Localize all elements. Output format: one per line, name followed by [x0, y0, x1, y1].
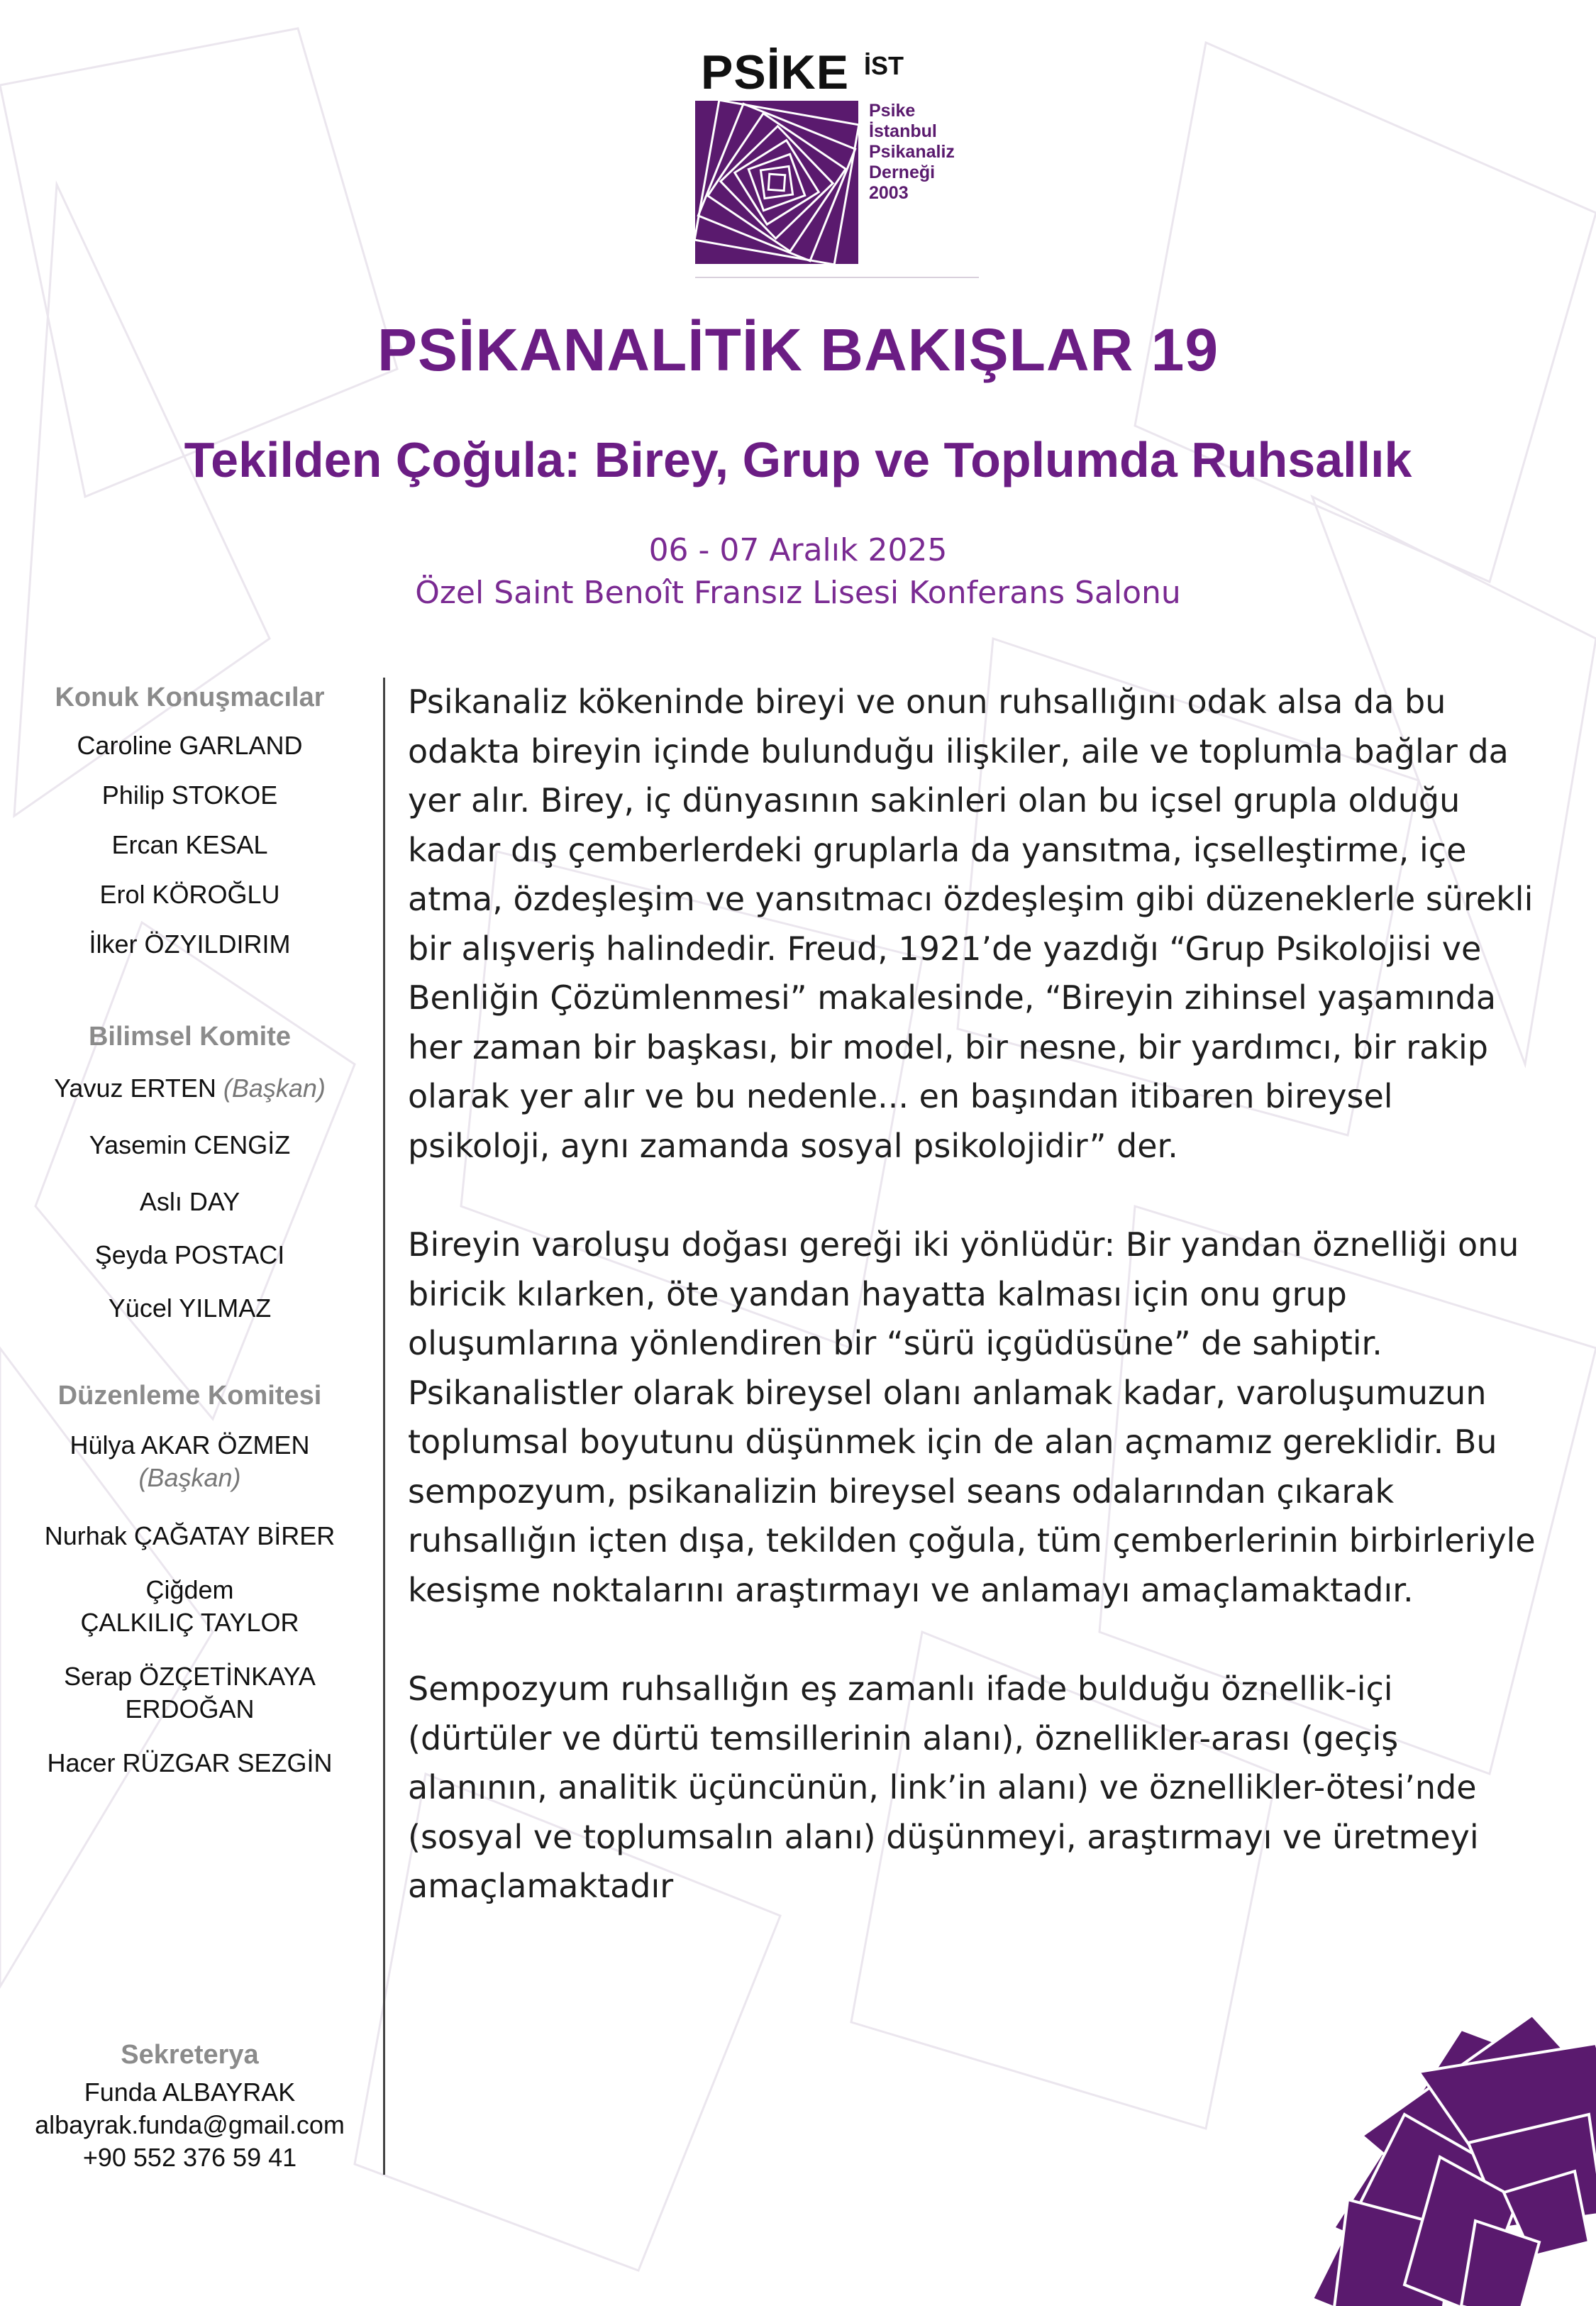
secretariat-phone: +90 552 376 59 41: [82, 2143, 297, 2172]
logo-org-name: [869, 101, 955, 204]
member-name-line: ERDOĞAN: [125, 1694, 255, 1723]
psike-logo: [695, 43, 979, 284]
scientific-committee-member: Yücel YILMAZ: [108, 1293, 272, 1323]
event-venue: Özel Saint Benoît Fransız Lisesi Konferans Salonu: [415, 575, 1181, 611]
logo-line-3: Psikanaliz: [869, 142, 955, 162]
guest-speakers-heading: Konuk Konuşmacılar: [55, 683, 325, 712]
logo-line-5: 2003: [869, 183, 909, 203]
scientific-committee-heading: Bilimsel Komite: [88, 1022, 292, 1052]
organizing-committee-member: Nurhak ÇAĞATAY BİRER: [44, 1521, 336, 1550]
member-name-line: ÇALKILIÇ TAYLOR: [80, 1608, 299, 1637]
organizing-committee-member: Hacer RÜZGAR SEZGİN: [47, 1748, 333, 1777]
organizing-committee-chair: Hülya AKAR ÖZMEN: [70, 1430, 310, 1460]
secretariat: [14, 2040, 365, 2174]
secretariat-name: Funda ALBAYRAK: [84, 2078, 296, 2107]
main-text: [408, 678, 1543, 1961]
scientific-committee-member: Aslı DAY: [139, 1187, 240, 1216]
chair-role: (Başkan): [138, 1463, 241, 1492]
event-subtitle: Tekilden Çoğula: Birey, Grup ve Toplumda Ruhsallık: [184, 432, 1412, 487]
logo-wordmark: PSİKE: [701, 45, 850, 99]
event-title: PSİKANALİTİK BAKIŞLAR 19: [377, 316, 1219, 383]
member-name-line: Çiğdem: [145, 1575, 234, 1604]
secretariat-email[interactable]: albayrak.funda@gmail.com: [35, 2110, 345, 2139]
scientific-committee-member: Yasemin CENGİZ: [89, 1130, 291, 1159]
guest-speaker: Philip STOKOE: [101, 780, 278, 810]
sidebar: [14, 674, 365, 1780]
chair-name: Yavuz ERTEN: [54, 1074, 216, 1103]
organizing-chair-role: [14, 1462, 365, 1494]
member-name-line: Serap ÖZÇETİNKAYA: [64, 1662, 316, 1691]
organizing-committee-heading: Düzenleme Komitesi: [57, 1381, 322, 1411]
logo-superscript: İST: [864, 51, 904, 80]
guest-speaker: Erol KÖROĞLU: [99, 880, 280, 909]
secretariat-heading: Sekreterya: [121, 2040, 259, 2070]
logo-line-4: Derneği: [869, 162, 936, 182]
event-date: 06 - 07 Aralık 2025: [648, 532, 948, 568]
logo-spiral-mark: [695, 101, 858, 264]
body-paragraph-1: Psikanaliz kökeninde bireyi ve onun ruhsallığını odak alsa da bu odakta bireyin içinde bulunduğu ilişkiler, aile ve toplumla bağlar da yer alır. Birey, iç dünyasının sakinleri olan bu içsel grupla olduğu kadar dış çemberlerdeki gruplarla da yansıtma, içselleştirme, içe atma, özdeşleşim ve yansıtmacı özdeşleşim gibi düzeneklerle sürekli bir alışveriş halindedir. Freud, 1921’de yazdığı “Grup Psikolojisi ve Benliğin Çözümlenmesi” makalesinde, “Bireyin zihinsel yaşamında her zaman bir başkası, bir model, bir nesne, bir yardımcı, bir rakip olarak yer alır ve bu nedenle... en başından itibaren bireysel psikoloji, aynı zamanda sosyal psikolojidir” der.: [408, 683, 1534, 1165]
body-paragraph-2: Bireyin varoluşu doğası gereği iki yönlüdür: Bir yandan öznelliği onu biricik kılarken, öte yandan hayatta kalması için onu grup oluşumlarına yönlendiren bir “sürü içgüdüsüne” de sahiptir. Psikanalistler olarak bireysel olanı anlamak kadar, varoluşumuzun toplumsal boyutunu düşünmek için de alan açmamız gereklidir. Bu sempozyum, psikanalizin bireysel seans odalarından çıkarak ruhsallığın içten dışa, tekilden çoğula, tüm çemberlerinin birbirleriyle kesişme noktalarını araştırmayı ve anlamayı amaçlamaktadır.: [408, 1225, 1536, 1609]
guest-speaker: İlker ÖZYILDIRIM: [89, 929, 291, 959]
corner-spiral-ornament: [1312, 1987, 1596, 2306]
guest-speaker: Ercan KESAL: [111, 830, 268, 859]
scientific-committee-member: Şeyda POSTACI: [94, 1240, 285, 1269]
column-divider: [383, 678, 385, 2175]
organizing-committee-member: [14, 1574, 365, 1639]
logo-line-1: Psike: [869, 101, 916, 121]
organizing-committee-member: [14, 1660, 365, 1726]
chair-role: (Başkan): [223, 1074, 326, 1103]
logo-divider: [695, 277, 979, 278]
logo-line-2: İstanbul: [869, 121, 937, 141]
body-paragraph-3: Sempozyum ruhsallığın eş zamanlı ifade bulduğu öznellik-içi (dürtüler ve dürtü temsillerinin alanı), öznellikler-arası (geçiş alanının, analitik üçüncünün, link’in alanı) ve öznellikler-ötesi’nde (sosyal ve toplumsalın alanı) düşünmeyi, araştırmayı ve üretmeyi amaçlamaktadır: [408, 1670, 1479, 1905]
scientific-committee-chair: [14, 1060, 365, 1117]
guest-speaker: Caroline GARLAND: [77, 731, 303, 760]
